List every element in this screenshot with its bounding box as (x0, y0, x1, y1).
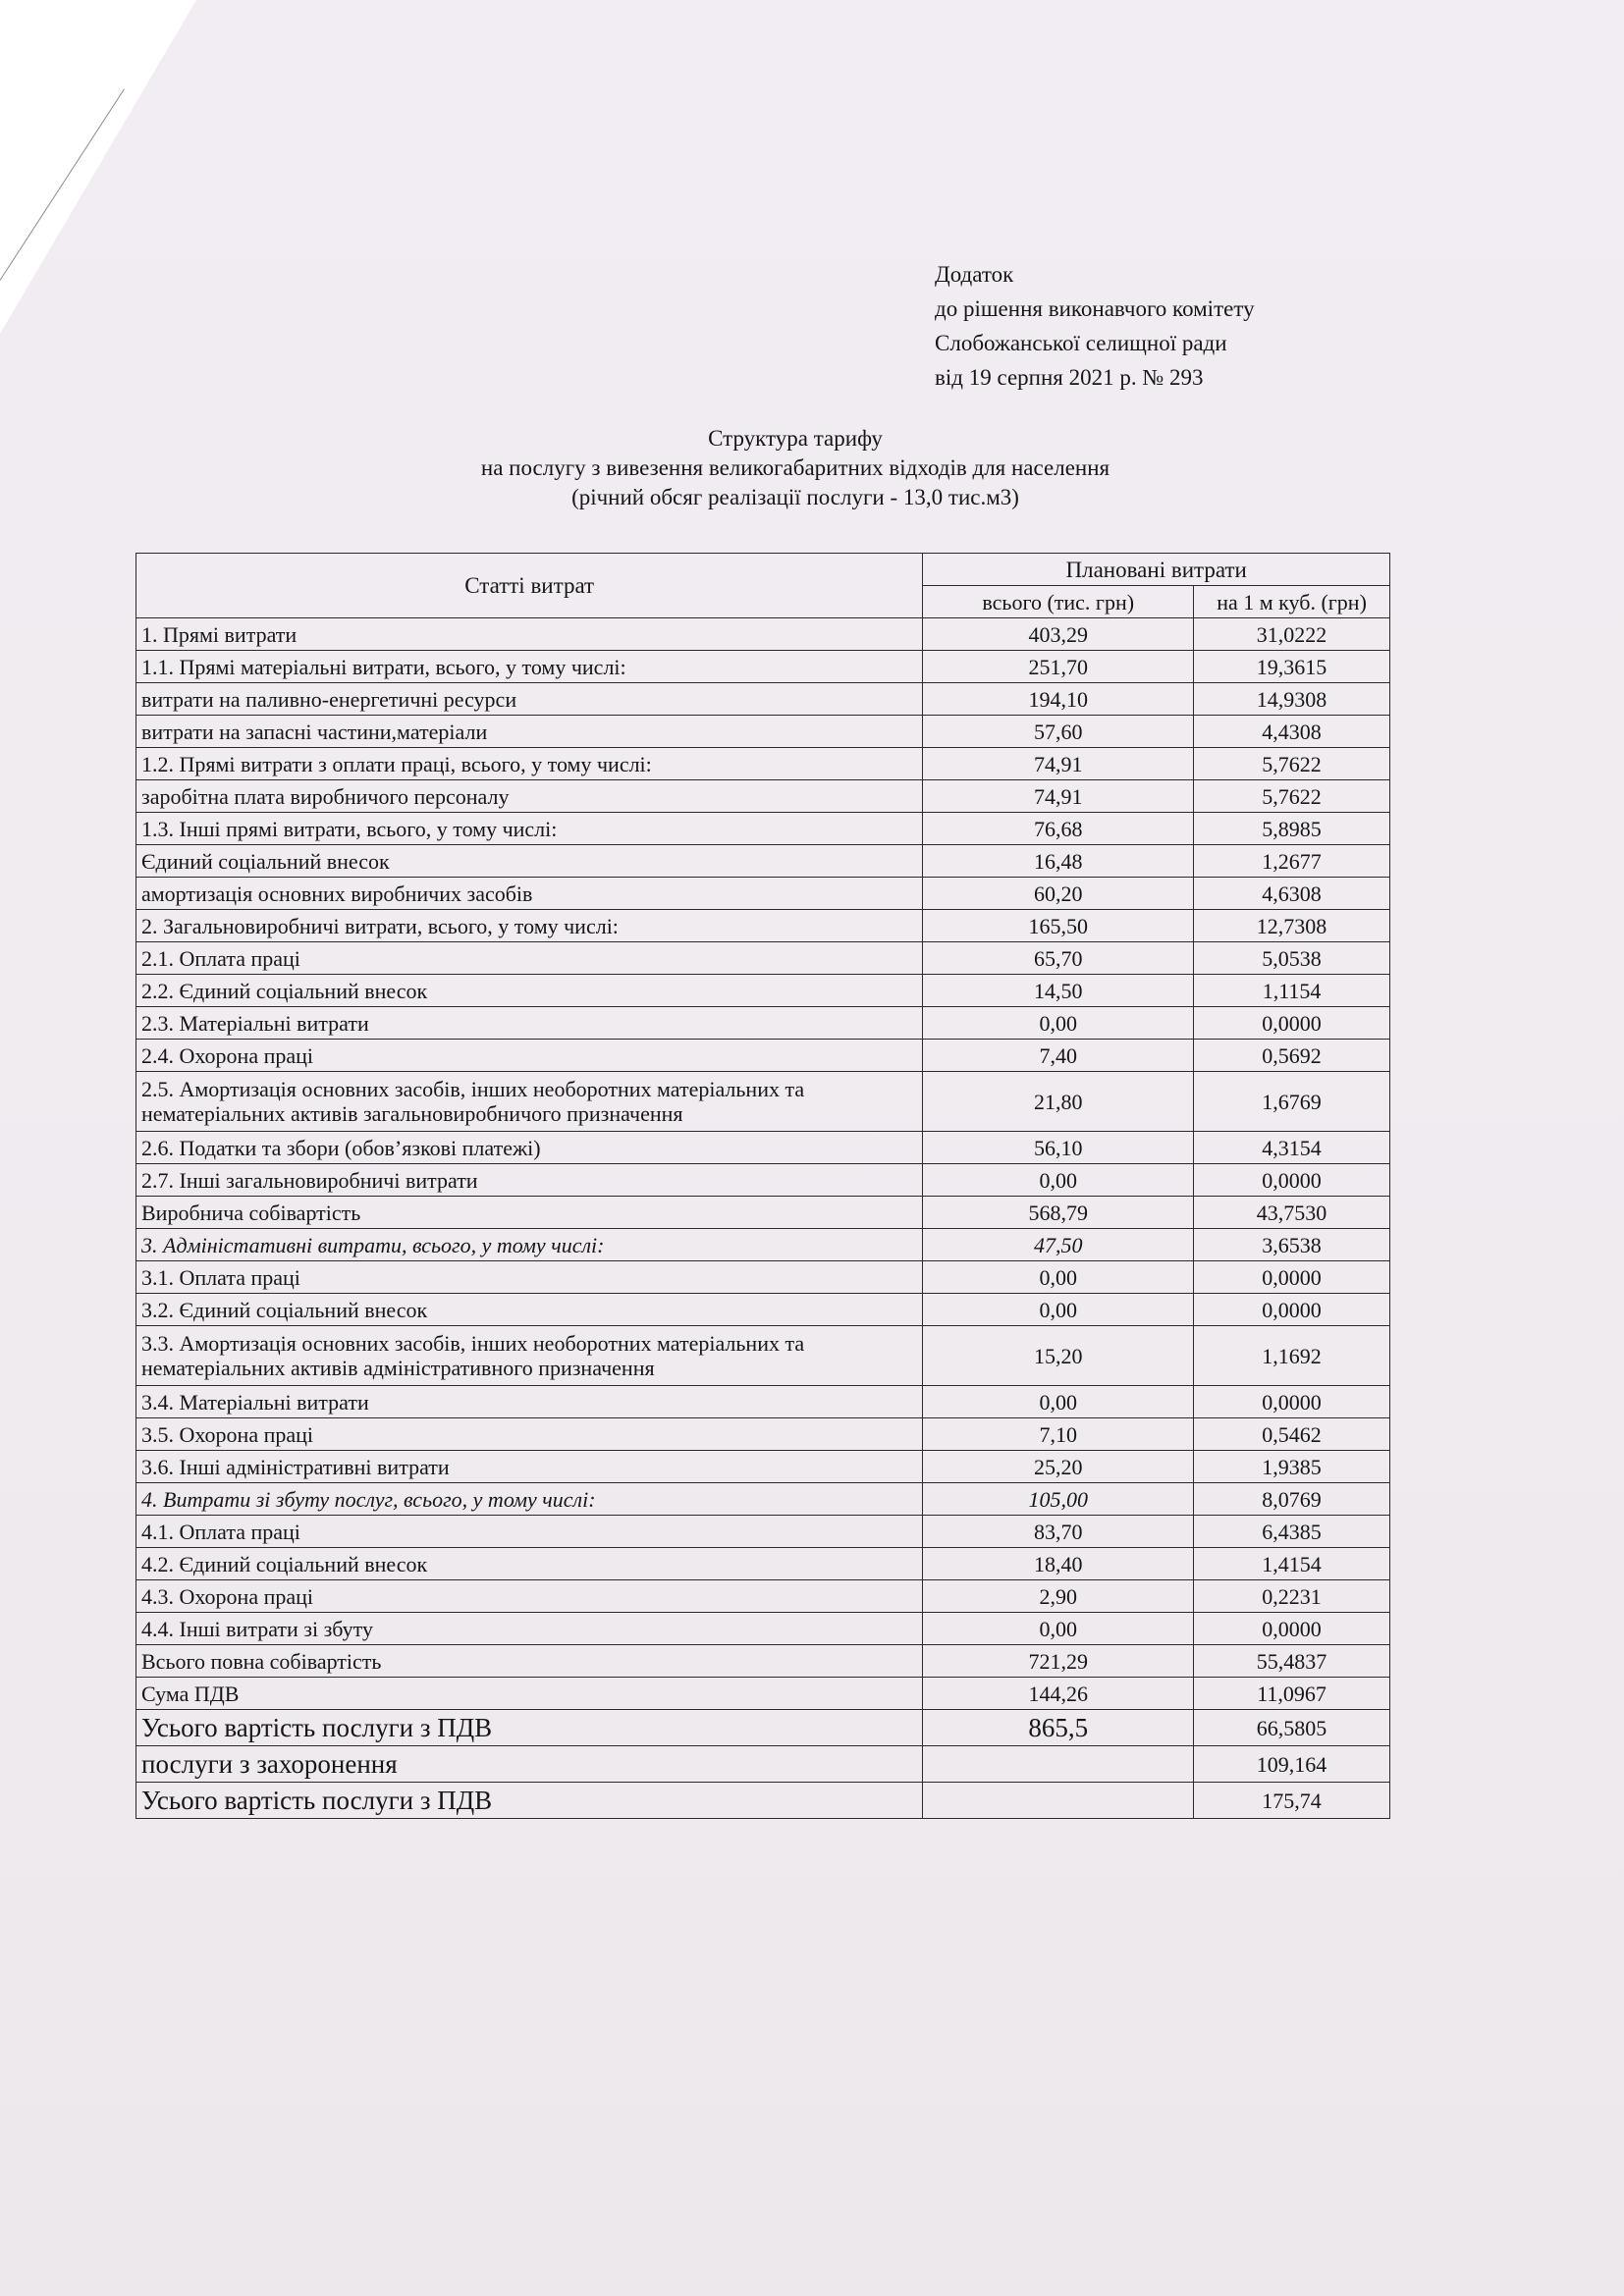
row-per-m3: 14,9308 (1194, 683, 1390, 716)
row-label: 4.4. Інші витрати зі збуту (136, 1613, 923, 1645)
row-per-m3: 0,0000 (1194, 1294, 1390, 1326)
row-per-m3: 5,7622 (1194, 780, 1390, 813)
row-label: 4. Витрати зі збуту послуг, всього, у тому числі: (136, 1483, 923, 1516)
approval-block (935, 257, 1255, 395)
table-row (136, 878, 1390, 910)
table-row (136, 748, 1390, 780)
table-row (136, 1040, 1390, 1072)
row-label: 2.3. Матеріальні витрати (136, 1007, 923, 1040)
table-row (136, 910, 1390, 942)
row-total: 7,40 (923, 1040, 1194, 1072)
approval-line-2: до рішення виконавчого комітету (935, 296, 1255, 321)
row-label: Виробнича собівартість (136, 1197, 923, 1229)
approval-line-3: Слобожанської селищної ради (935, 331, 1227, 355)
row-label: 3.4. Матеріальні витрати (136, 1386, 923, 1418)
row-per-m3: 43,7530 (1194, 1197, 1390, 1229)
row-total: 0,00 (923, 1386, 1194, 1418)
row-label: 3.6. Інші адміністративні витрати (136, 1451, 923, 1483)
row-label: 2.7. Інші загальновиробничі витрати (136, 1164, 923, 1197)
tariff-structure-table (135, 553, 1390, 1819)
row-total: 83,70 (923, 1516, 1194, 1548)
table-row (136, 1483, 1390, 1516)
table-row (136, 1229, 1390, 1261)
row-total: 721,29 (923, 1645, 1194, 1678)
row-per-m3: 0,0000 (1194, 1261, 1390, 1294)
row-total: 568,79 (923, 1197, 1194, 1229)
row-total: 251,70 (923, 651, 1194, 683)
row-per-m3: 0,0000 (1194, 1007, 1390, 1040)
row-per-m3: 4,4308 (1194, 716, 1390, 748)
row-total: 74,91 (923, 748, 1194, 780)
row-total: 0,00 (923, 1294, 1194, 1326)
row-per-m3: 12,7308 (1194, 910, 1390, 942)
table-row (136, 1580, 1390, 1613)
row-label: 3.3. Амортизація основних засобів, інших необоротних матеріальних та нематеріальних активів адміністративного призначення (136, 1326, 923, 1386)
document-title (137, 424, 1453, 512)
row-per-m3: 1,2677 (1194, 845, 1390, 878)
row-per-m3: 19,3615 (1194, 651, 1390, 683)
table-row (136, 651, 1390, 683)
row-per-m3: 0,0000 (1194, 1164, 1390, 1197)
table-row (136, 1197, 1390, 1229)
row-total: 25,20 (923, 1451, 1194, 1483)
row-per-m3: 1,1692 (1194, 1326, 1390, 1386)
row-total: 60,20 (923, 878, 1194, 910)
row-total: 144,26 (923, 1678, 1194, 1710)
header-total: всього (тис. грн) (923, 586, 1194, 618)
row-total: 74,91 (923, 780, 1194, 813)
row-label: витрати на паливно-енергетичні ресурси (136, 683, 923, 716)
table-row (136, 1132, 1390, 1164)
table-row (136, 1645, 1390, 1678)
row-per-m3: 8,0769 (1194, 1483, 1390, 1516)
row-label: Усього вартість послуги з ПДВ (136, 1710, 923, 1746)
row-label: 1.2. Прямі витрати з оплати праці, всього, у тому числі: (136, 748, 923, 780)
table-row (136, 1678, 1390, 1710)
row-per-m3: 1,4154 (1194, 1548, 1390, 1580)
row-per-m3: 4,3154 (1194, 1132, 1390, 1164)
row-label: 4.1. Оплата праці (136, 1516, 923, 1548)
row-total: 194,10 (923, 683, 1194, 716)
row-per-m3: 109,164 (1194, 1746, 1390, 1783)
row-per-m3: 4,6308 (1194, 878, 1390, 910)
approval-line-4: від 19 серпня 2021 р. № 293 (935, 365, 1204, 390)
table-row (136, 1294, 1390, 1326)
row-total: 105,00 (923, 1483, 1194, 1516)
row-label: 3. Адміністативні витрати, всього, у тому числі: (136, 1229, 923, 1261)
table-row (136, 1613, 1390, 1645)
row-total: 0,00 (923, 1613, 1194, 1645)
table-row (136, 1164, 1390, 1197)
row-per-m3: 175,74 (1194, 1783, 1390, 1819)
table-header-row (136, 554, 1390, 586)
table-row (136, 1710, 1390, 1746)
title-line-3: (річний обсяг реалізації послуги - 13,0 тис.м3) (571, 485, 1019, 509)
table-row (136, 1783, 1390, 1819)
row-label: Єдиний соціальний внесок (136, 845, 923, 878)
row-per-m3: 0,0000 (1194, 1613, 1390, 1645)
row-label: 2.5. Амортизація основних засобів, інших необоротних матеріальних та нематеріальних активів загальновиробничого призначення (136, 1072, 923, 1132)
table-row (136, 942, 1390, 975)
row-per-m3: 0,5692 (1194, 1040, 1390, 1072)
row-label: послуги з захоронення (136, 1746, 923, 1783)
row-per-m3: 0,0000 (1194, 1386, 1390, 1418)
row-total: 165,50 (923, 910, 1194, 942)
row-total: 0,00 (923, 1164, 1194, 1197)
header-cost-items: Статті витрат (136, 554, 923, 618)
row-label: витрати на запасні частини,матеріали (136, 716, 923, 748)
row-label: 2. Загальновиробничі витрати, всього, у тому числі: (136, 910, 923, 942)
row-total: 2,90 (923, 1580, 1194, 1613)
row-label: 4.2. Єдиний соціальний внесок (136, 1548, 923, 1580)
row-total: 76,68 (923, 813, 1194, 845)
row-label: 1.1. Прямі матеріальні витрати, всього, у тому числі: (136, 651, 923, 683)
table-row (136, 1386, 1390, 1418)
row-per-m3: 6,4385 (1194, 1516, 1390, 1548)
approval-line-1: Додаток (935, 262, 1014, 287)
row-per-m3: 5,0538 (1194, 942, 1390, 975)
row-total: 7,10 (923, 1418, 1194, 1451)
table-row (136, 1418, 1390, 1451)
row-total: 21,80 (923, 1072, 1194, 1132)
table-row (136, 1451, 1390, 1483)
row-label: амортизація основних виробничих засобів (136, 878, 923, 910)
row-label: 2.1. Оплата праці (136, 942, 923, 975)
row-label: 2.6. Податки та збори (обов’язкові платежі) (136, 1132, 923, 1164)
table-row (136, 1007, 1390, 1040)
row-label: 2.4. Охорона праці (136, 1040, 923, 1072)
row-label: заробітна плата виробничого персоналу (136, 780, 923, 813)
header-planned-costs: Плановані витрати (923, 554, 1390, 586)
row-total: 16,48 (923, 845, 1194, 878)
row-total: 57,60 (923, 716, 1194, 748)
row-total: 0,00 (923, 1007, 1194, 1040)
row-label: 2.2. Єдиний соціальний внесок (136, 975, 923, 1007)
row-per-m3: 31,0222 (1194, 618, 1390, 651)
row-label: 3.1. Оплата праці (136, 1261, 923, 1294)
row-per-m3: 0,2231 (1194, 1580, 1390, 1613)
row-label: Сума ПДВ (136, 1678, 923, 1710)
row-label: 3.2. Єдиний соціальний внесок (136, 1294, 923, 1326)
table-row (136, 1516, 1390, 1548)
row-label: 4.3. Охорона праці (136, 1580, 923, 1613)
row-total: 14,50 (923, 975, 1194, 1007)
table-row (136, 780, 1390, 813)
row-per-m3: 55,4837 (1194, 1645, 1390, 1678)
table-row (136, 813, 1390, 845)
row-per-m3: 3,6538 (1194, 1229, 1390, 1261)
row-per-m3: 1,1154 (1194, 975, 1390, 1007)
table-row (136, 683, 1390, 716)
table-row (136, 1072, 1390, 1132)
title-line-1: Структура тарифу (708, 426, 883, 451)
row-label: Всього повна собівартість (136, 1645, 923, 1678)
row-total: 865,5 (923, 1710, 1194, 1746)
row-total (923, 1783, 1194, 1819)
table-row (136, 1261, 1390, 1294)
table-row (136, 1326, 1390, 1386)
row-label: Усього вартість послуги з ПДВ (136, 1783, 923, 1819)
row-per-m3: 0,5462 (1194, 1418, 1390, 1451)
row-total: 0,00 (923, 1261, 1194, 1294)
row-total: 18,40 (923, 1548, 1194, 1580)
row-label: 1.3. Інші прямі витрати, всього, у тому числі: (136, 813, 923, 845)
row-per-m3: 1,6769 (1194, 1072, 1390, 1132)
table-row (136, 618, 1390, 651)
row-label: 1. Прямі витрати (136, 618, 923, 651)
table-row (136, 1746, 1390, 1783)
table-row (136, 975, 1390, 1007)
row-per-m3: 1,9385 (1194, 1451, 1390, 1483)
row-label: 3.5. Охорона праці (136, 1418, 923, 1451)
row-total: 15,20 (923, 1326, 1194, 1386)
folded-corner (0, 0, 196, 334)
table-row (136, 1548, 1390, 1580)
table-row (136, 716, 1390, 748)
row-total: 47,50 (923, 1229, 1194, 1261)
row-per-m3: 5,7622 (1194, 748, 1390, 780)
row-total: 56,10 (923, 1132, 1194, 1164)
row-per-m3: 66,5805 (1194, 1710, 1390, 1746)
row-total: 403,29 (923, 618, 1194, 651)
title-line-2: на послугу з вивезення великогабаритних відходів для населення (480, 455, 1110, 480)
row-per-m3: 11,0967 (1194, 1678, 1390, 1710)
row-per-m3: 5,8985 (1194, 813, 1390, 845)
table-row (136, 845, 1390, 878)
header-per-m3: на 1 м куб. (грн) (1194, 586, 1390, 618)
row-total (923, 1746, 1194, 1783)
row-total: 65,70 (923, 942, 1194, 975)
